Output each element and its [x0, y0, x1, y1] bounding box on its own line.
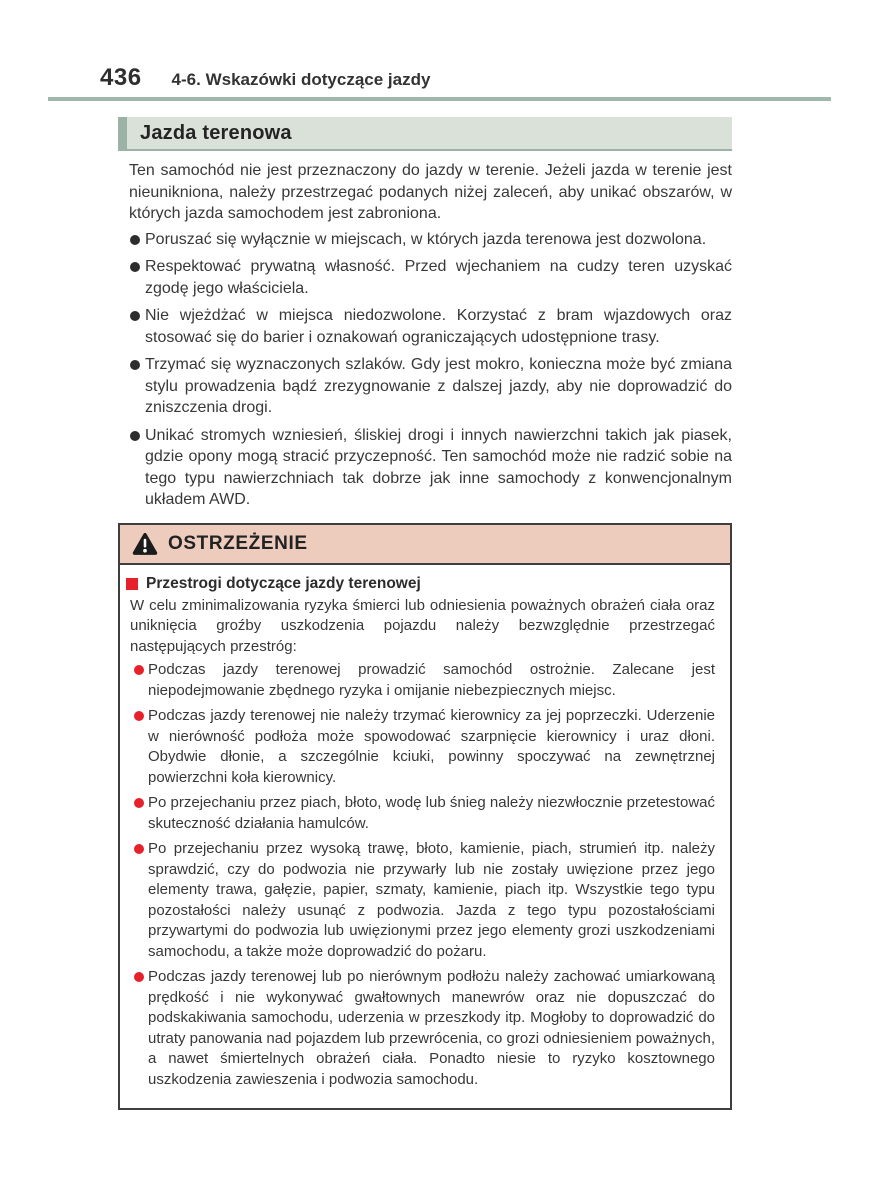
bullet-text: Poruszać się wyłącznie w miejscach, w których jazda terenowa jest dozwolona. — [145, 230, 707, 248]
warning-box — [118, 523, 732, 1111]
red-bullet-icon — [134, 711, 144, 721]
bullet-text: Respektować prywatną własność. Przed wjechaniem na cudzy teren uzyskać zgodę jego właściciela. — [145, 258, 732, 297]
content-column — [118, 117, 732, 1110]
list-item — [126, 660, 715, 701]
list-item — [118, 229, 732, 251]
bullet-text: Po przejechaniu przez piach, błoto, wodę lub śnieg należy niezwłocznie przetestować skuteczność działania hamulców. — [148, 794, 715, 832]
bullet-icon — [130, 360, 140, 370]
header-rule — [48, 97, 831, 101]
bullet-icon — [130, 311, 140, 321]
red-bullet-icon — [134, 665, 144, 675]
section-intro: Ten samochód nie jest przeznaczony do jazdy w terenie. Jeżeli jazda w terenie jest nieunikniona, należy przestrzegać podanych niżej zaleceń, aby unikać obszarów, w których jazda samochodem jest zabroniona. — [129, 162, 732, 222]
section-title: Jazda terenowa — [140, 121, 292, 144]
warning-bullet-list — [126, 660, 715, 1090]
bullet-text: Unikać stromych wzniesień, śliskiej drogi i innych nawierzchni takich jak piasek, gdzie opony mogą stracić przyczepność. Ten samochód może nie radzić sobie na tego typu nawierzchniach tak dobrze jak inne samochody z konwencjonalnym układem AWD. — [145, 426, 732, 508]
bullet-icon — [130, 262, 140, 272]
warning-header — [120, 525, 730, 565]
warning-label: OSTRZEŻENIE — [168, 532, 308, 554]
list-item — [126, 793, 715, 834]
red-bullet-icon — [134, 972, 144, 982]
page-number: 436 — [100, 64, 142, 91]
chapter-title: 4-6. Wskazówki dotyczące jazdy — [171, 70, 431, 89]
list-item — [118, 354, 732, 419]
bullet-text: Trzymać się wyznaczonych szlaków. Gdy jest mokro, konieczna może być zmiana stylu prowadzenia bądź zrezygnowanie z dalszej jazdy, aby nie doprowadzić do zniszczenia drogi. — [145, 356, 732, 416]
bullet-icon — [130, 431, 140, 441]
list-item — [126, 839, 715, 962]
bullet-text: Podczas jazdy terenowej nie należy trzymać kierownicy za jej poprzeczki. Uderzenie w nierówność podłoża może spowodować szarpnięcie kierownicy i uraz dłoni. Obydwie dłonie, a szczególnie kciuki, powinny spoczywać na zewnętrznej powierzchni koła kierownicy. — [148, 707, 715, 786]
bullet-text: Podczas jazdy terenowej lub po nierównym podłożu należy zachować umiarkowaną prędkość i nie wykonywać gwałtownych manewrów oraz nie dopuszczać do podskakiwania samochodu, uderzenia w przeszkody itp. Mogłoby to doprowadzić do utraty panowania nad pojazdem lub przewrócenia, co grozi odniesieniem poważnych, a nawet śmiertelnych obrażeń ciała. Ponadto niesie to ryzyko kosztownego uszkodzenia zawieszenia i podwozia samochodu. — [148, 968, 715, 1088]
bullet-text: Podczas jazdy terenowej prowadzić samochód ostrożnie. Zalecane jest niepodejmowanie zbędnego ryzyka i omijanie niebezpiecznych miejsc. — [148, 661, 715, 699]
bullet-text: Po przejechaniu przez wysoką trawę, błoto, kamienie, piach, strumień itp. należy sprawdzić, czy do podwozia nie przywarły lub nie zostały uwięzione przez jego elementy trawa, gałęzie, papier, szmaty, kamienie, piach itp. Wszystkie tego typu pozostałości należy usunąć z podwozia. Jazda z tego typu pozostałościami przywartymi do podwozia lub uwięzionymi przez jego elementy grozi uszkodzeniami samochodu, a także może doprowadzić do pożaru. — [148, 840, 715, 960]
section-bullet-list — [118, 229, 732, 511]
bullet-icon — [130, 235, 140, 245]
red-square-icon — [126, 578, 138, 590]
running-header — [100, 64, 430, 92]
warning-heading: Przestrogi dotyczące jazdy terenowej — [146, 574, 421, 592]
list-item — [126, 706, 715, 788]
section-title-bar — [118, 117, 732, 151]
list-item — [118, 256, 732, 299]
warning-body — [120, 565, 730, 1109]
bullet-text: Nie wjeżdżać w miejsca niedozwolone. Korzystać z bram wjazdowych oraz stosować się do barier i oznakowań ograniczających udostępnione trasy. — [145, 307, 732, 346]
list-item — [126, 967, 715, 1090]
warning-triangle-icon — [132, 532, 158, 556]
list-item — [118, 305, 732, 348]
red-bullet-icon — [134, 844, 144, 854]
warning-heading-row — [126, 575, 715, 593]
list-item — [118, 425, 732, 511]
red-bullet-icon — [134, 798, 144, 808]
warning-intro: W celu zminimalizowania ryzyka śmierci lub odniesienia poważnych obrażeń ciała oraz uniknięcia groźby uszkodzenia pojazdu należy bezwzględnie przestrzegać następujących przestróg: — [130, 596, 715, 655]
